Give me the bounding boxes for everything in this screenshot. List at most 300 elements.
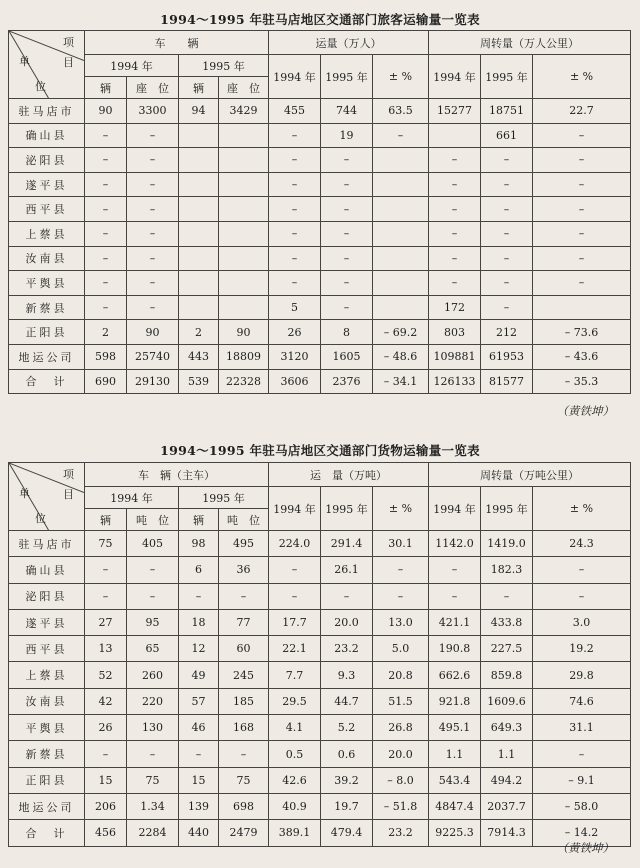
vehicles-1995-cell: – (179, 583, 219, 609)
volume-change-cell (373, 271, 429, 296)
turnover-1995-cell: 859.8 (481, 662, 533, 688)
vehicles-1995-cell: 539 (179, 369, 219, 394)
vehicles-1995-cell: 57 (179, 688, 219, 714)
table-row (9, 246, 631, 271)
vehicles-1994-cell: – (85, 271, 127, 296)
vehicles-1994-cell: 13 (85, 636, 127, 662)
volume-change-cell (373, 246, 429, 271)
year-header: 1994 年 (429, 55, 481, 99)
capacity-1994-cell: – (127, 197, 179, 222)
volume-1995-cell: 9.3 (321, 662, 373, 688)
vehicles-1994-cell: 26 (85, 715, 127, 741)
volume-group-header: 运 量（万吨） (269, 463, 429, 487)
capacity-1995-cell: 168 (219, 715, 269, 741)
vehicles-1994-cell: – (85, 583, 127, 609)
vehicles-1995-cell: 6 (179, 557, 219, 583)
table-row (9, 99, 631, 124)
capacity-1995-cell: 3429 (219, 99, 269, 124)
volume-1994-cell: 26 (269, 320, 321, 345)
volume-1994-cell: – (269, 221, 321, 246)
turnover-1995-cell: 182.3 (481, 557, 533, 583)
capacity-1994-cell: – (127, 221, 179, 246)
turnover-change-cell: – 9.1 (533, 767, 631, 793)
turnover-change-cell: – (533, 148, 631, 173)
capacity-1994-cell: – (127, 148, 179, 173)
turnover-1994-cell (429, 123, 481, 148)
volume-1994-cell: 29.5 (269, 688, 321, 714)
vehicles-1995-cell: 2 (179, 320, 219, 345)
volume-1994-cell: 4.1 (269, 715, 321, 741)
volume-group-header: 运量（万人） (269, 31, 429, 55)
capacity-1995-cell: 60 (219, 636, 269, 662)
volume-1994-cell: – (269, 172, 321, 197)
volume-change-cell: 51.5 (373, 688, 429, 714)
turnover-1995-cell: – (481, 172, 533, 197)
volume-1995-cell: 23.2 (321, 636, 373, 662)
vehicles-1994-cell: 90 (85, 99, 127, 124)
unit-name-cell: 地运公司 (9, 344, 85, 369)
capacity-1995-cell (219, 295, 269, 320)
volume-change-cell: – 51.8 (373, 793, 429, 819)
table-row (9, 741, 631, 767)
turnover-change-cell: 19.2 (533, 636, 631, 662)
vehicles-1994-cell: – (85, 295, 127, 320)
unit-name-cell: 合 计 (9, 369, 85, 394)
vehicles-1995-cell: 443 (179, 344, 219, 369)
volume-1994-cell: – (269, 246, 321, 271)
volume-1995-cell: 5.2 (321, 715, 373, 741)
turnover-change-cell: 29.8 (533, 662, 631, 688)
turnover-change-cell: – 43.6 (533, 344, 631, 369)
turnover-change-cell: – (533, 741, 631, 767)
turnover-group-header: 周转量（万吨公里） (429, 463, 631, 487)
capacity-1994-cell: 130 (127, 715, 179, 741)
table-row (9, 820, 631, 846)
turnover-1995-cell: 81577 (481, 369, 533, 394)
volume-1994-cell: – (269, 557, 321, 583)
table-row (9, 197, 631, 222)
turnover-change-cell: – (533, 172, 631, 197)
vehicles-1995-cell: – (179, 741, 219, 767)
table1-title: 1994～1995 年驻马店地区交通部门旅客运输量一览表 (160, 12, 480, 27)
volume-change-cell (373, 148, 429, 173)
turnover-1994-cell: 126133 (429, 369, 481, 394)
unit-name-cell: 正阳县 (9, 320, 85, 345)
table-row (9, 531, 631, 557)
unit-name-cell: 西平县 (9, 636, 85, 662)
table-row (9, 557, 631, 583)
capacity-1994-cell: 260 (127, 662, 179, 688)
table-row (9, 172, 631, 197)
vehicle-count-header: 辆 (85, 77, 127, 99)
turnover-change-cell: – (533, 123, 631, 148)
vehicles-1995-cell (179, 172, 219, 197)
turnover-change-cell: – (533, 221, 631, 246)
table-row (9, 793, 631, 819)
turnover-1994-cell: – (429, 148, 481, 173)
turnover-1994-cell: – (429, 221, 481, 246)
turnover-change-cell: 3.0 (533, 609, 631, 635)
year-header: 1995 年 (481, 487, 533, 531)
unit-name-cell: 汝南县 (9, 688, 85, 714)
corner-item-label: 项 (63, 36, 74, 49)
table-row (9, 344, 631, 369)
unit-name-cell: 西平县 (9, 197, 85, 222)
corner-unit-label: 位 (35, 512, 46, 525)
volume-1994-cell: 22.1 (269, 636, 321, 662)
vehicles-1994-cell: – (85, 172, 127, 197)
volume-1995-cell: 39.2 (321, 767, 373, 793)
volume-1995-cell: – (321, 271, 373, 296)
turnover-1995-cell: – (481, 246, 533, 271)
year-header: 1994 年 (429, 487, 481, 531)
table-row (9, 369, 631, 394)
vehicles-1995-cell: 46 (179, 715, 219, 741)
vehicles-1995-cell (179, 246, 219, 271)
turnover-1995-cell: – (481, 197, 533, 222)
vehicle-count-header: 辆 (85, 509, 127, 531)
capacity-1995-cell: 75 (219, 767, 269, 793)
turnover-change-cell: – (533, 246, 631, 271)
year-header: 1994 年 (85, 487, 179, 509)
unit-name-cell: 正阳县 (9, 767, 85, 793)
corner-item-label: 项 (63, 468, 74, 481)
turnover-change-cell: 31.1 (533, 715, 631, 741)
turnover-change-cell: – 14.2 (533, 820, 631, 846)
vehicles-1994-cell: 52 (85, 662, 127, 688)
turnover-1994-cell: – (429, 246, 481, 271)
turnover-1994-cell: 1142.0 (429, 531, 481, 557)
volume-change-cell (373, 221, 429, 246)
volume-1994-cell: 7.7 (269, 662, 321, 688)
year-header: 1995 年 (321, 487, 373, 531)
turnover-1994-cell: 190.8 (429, 636, 481, 662)
year-header: 1995 年 (481, 55, 533, 99)
turnover-1994-cell: 662.6 (429, 662, 481, 688)
vehicles-1995-cell (179, 148, 219, 173)
volume-change-cell: 13.0 (373, 609, 429, 635)
turnover-1994-cell: 4847.4 (429, 793, 481, 819)
year-header: 1995 年 (179, 55, 269, 77)
capacity-1995-cell (219, 172, 269, 197)
volume-change-cell: 63.5 (373, 99, 429, 124)
volume-1994-cell: 40.9 (269, 793, 321, 819)
corner-unit-label: 位 (35, 80, 46, 93)
table-row (9, 715, 631, 741)
turnover-1995-cell: – (481, 221, 533, 246)
volume-1995-cell: 20.0 (321, 609, 373, 635)
unit-name-cell: 地运公司 (9, 793, 85, 819)
turnover-1995-cell: 227.5 (481, 636, 533, 662)
capacity-1995-cell: – (219, 741, 269, 767)
unit-name-cell: 上蔡县 (9, 221, 85, 246)
turnover-1994-cell: 921.8 (429, 688, 481, 714)
vehicles-1995-cell: 94 (179, 99, 219, 124)
vehicles-1995-cell: 139 (179, 793, 219, 819)
turnover-1994-cell: 543.4 (429, 767, 481, 793)
turnover-1994-cell: – (429, 197, 481, 222)
turnover-1994-cell: 1.1 (429, 741, 481, 767)
capacity-1994-cell: – (127, 741, 179, 767)
year-header: 1994 年 (85, 55, 179, 77)
turnover-1995-cell: 7914.3 (481, 820, 533, 846)
vehicle-count-header: 辆 (179, 77, 219, 99)
volume-change-cell: 30.1 (373, 531, 429, 557)
turnover-1995-cell: 1.1 (481, 741, 533, 767)
unit-name-cell: 遂平县 (9, 609, 85, 635)
unit-name-cell: 平舆县 (9, 271, 85, 296)
vehicles-1995-cell (179, 197, 219, 222)
unit-name-cell: 泌阳县 (9, 148, 85, 173)
table-row (9, 662, 631, 688)
volume-change-cell: 20.0 (373, 741, 429, 767)
volume-1995-cell: 291.4 (321, 531, 373, 557)
turnover-1994-cell: 421.1 (429, 609, 481, 635)
table-row (9, 271, 631, 296)
table-row (9, 123, 631, 148)
table-row (9, 148, 631, 173)
volume-1995-cell: – (321, 246, 373, 271)
capacity-1994-cell: – (127, 295, 179, 320)
volume-1995-cell: 19 (321, 123, 373, 148)
table-row (9, 688, 631, 714)
table-row (9, 221, 631, 246)
volume-1994-cell: – (269, 148, 321, 173)
turnover-1994-cell: 172 (429, 295, 481, 320)
vehicles-1994-cell: – (85, 123, 127, 148)
volume-1994-cell: 5 (269, 295, 321, 320)
year-header: 1994 年 (269, 487, 321, 531)
volume-1995-cell: – (321, 583, 373, 609)
percent-change-header: ± % (373, 487, 429, 531)
turnover-1994-cell: 803 (429, 320, 481, 345)
percent-change-header: ± % (373, 55, 429, 99)
vehicles-1994-cell: – (85, 148, 127, 173)
vehicles-1994-cell: 27 (85, 609, 127, 635)
percent-change-header: ± % (533, 55, 631, 99)
unit-name-cell: 泌阳县 (9, 583, 85, 609)
volume-1995-cell: – (321, 172, 373, 197)
capacity-1995-cell: 90 (219, 320, 269, 345)
freight-transport-table (8, 462, 631, 847)
author-credit: （黄铁坤） (556, 404, 614, 418)
capacity-1995-cell: 36 (219, 557, 269, 583)
unit-name-cell: 平舆县 (9, 715, 85, 741)
vehicle-group-header: 车 辆（主车） (85, 463, 269, 487)
turnover-1994-cell: – (429, 172, 481, 197)
capacity-1995-cell: 245 (219, 662, 269, 688)
vehicle-capacity-header: 吨 位 (127, 509, 179, 531)
year-header: 1995 年 (179, 487, 269, 509)
turnover-1995-cell: 18751 (481, 99, 533, 124)
volume-change-cell (373, 172, 429, 197)
turnover-1995-cell: 212 (481, 320, 533, 345)
vehicle-capacity-header: 座 位 (219, 77, 269, 99)
volume-change-cell: 26.8 (373, 715, 429, 741)
volume-1994-cell: – (269, 271, 321, 296)
unit-name-cell: 确山县 (9, 557, 85, 583)
volume-change-cell: – (373, 123, 429, 148)
vehicles-1994-cell: – (85, 246, 127, 271)
vehicle-count-header: 辆 (179, 509, 219, 531)
capacity-1995-cell: 77 (219, 609, 269, 635)
volume-1994-cell: – (269, 197, 321, 222)
vehicles-1995-cell: 440 (179, 820, 219, 846)
turnover-change-cell: – (533, 271, 631, 296)
unit-name-cell: 遂平县 (9, 172, 85, 197)
capacity-1995-cell: 495 (219, 531, 269, 557)
vehicles-1994-cell: 75 (85, 531, 127, 557)
table-row (9, 767, 631, 793)
volume-1995-cell: 26.1 (321, 557, 373, 583)
volume-1994-cell: 42.6 (269, 767, 321, 793)
turnover-change-cell: – 35.3 (533, 369, 631, 394)
corner-unit-label: 单 (19, 55, 30, 68)
volume-1994-cell: 3120 (269, 344, 321, 369)
vehicles-1995-cell (179, 271, 219, 296)
turnover-1995-cell: 649.3 (481, 715, 533, 741)
table-corner-header (9, 463, 85, 531)
vehicles-1995-cell (179, 221, 219, 246)
turnover-change-cell: – (533, 197, 631, 222)
volume-1995-cell: 8 (321, 320, 373, 345)
turnover-change-cell: 22.7 (533, 99, 631, 124)
capacity-1994-cell: 2284 (127, 820, 179, 846)
volume-change-cell: 5.0 (373, 636, 429, 662)
volume-1995-cell: – (321, 148, 373, 173)
turnover-1995-cell: – (481, 148, 533, 173)
vehicles-1994-cell: 2 (85, 320, 127, 345)
unit-name-cell: 驻马店市 (9, 531, 85, 557)
volume-1995-cell: 479.4 (321, 820, 373, 846)
vehicles-1994-cell: 690 (85, 369, 127, 394)
turnover-1995-cell: 661 (481, 123, 533, 148)
volume-1994-cell: – (269, 583, 321, 609)
volume-1994-cell: 224.0 (269, 531, 321, 557)
table-corner-header (9, 31, 85, 99)
table-row (9, 295, 631, 320)
capacity-1994-cell: 1.34 (127, 793, 179, 819)
turnover-1994-cell: – (429, 583, 481, 609)
author-credit: （黄铁坤） (556, 841, 614, 855)
vehicles-1995-cell (179, 295, 219, 320)
capacity-1995-cell (219, 123, 269, 148)
vehicle-capacity-header: 座 位 (127, 77, 179, 99)
turnover-1995-cell: – (481, 271, 533, 296)
volume-1994-cell: 455 (269, 99, 321, 124)
vehicles-1994-cell: – (85, 197, 127, 222)
turnover-1995-cell: 1609.6 (481, 688, 533, 714)
capacity-1995-cell: 18809 (219, 344, 269, 369)
vehicle-capacity-header: 吨 位 (219, 509, 269, 531)
volume-1994-cell: 17.7 (269, 609, 321, 635)
vehicles-1994-cell: – (85, 741, 127, 767)
vehicles-1994-cell: 42 (85, 688, 127, 714)
capacity-1994-cell: 3300 (127, 99, 179, 124)
capacity-1995-cell (219, 271, 269, 296)
volume-1995-cell: – (321, 197, 373, 222)
turnover-1994-cell: 15277 (429, 99, 481, 124)
volume-1994-cell: 389.1 (269, 820, 321, 846)
vehicles-1994-cell: 598 (85, 344, 127, 369)
year-header: 1995 年 (321, 55, 373, 99)
capacity-1995-cell: 2479 (219, 820, 269, 846)
capacity-1994-cell: 90 (127, 320, 179, 345)
volume-change-cell: – 8.0 (373, 767, 429, 793)
turnover-1994-cell: – (429, 557, 481, 583)
unit-name-cell: 合 计 (9, 820, 85, 846)
volume-1995-cell: 744 (321, 99, 373, 124)
table-row (9, 320, 631, 345)
vehicles-1994-cell: 456 (85, 820, 127, 846)
unit-name-cell: 新蔡县 (9, 741, 85, 767)
capacity-1995-cell (219, 221, 269, 246)
vehicles-1994-cell: 206 (85, 793, 127, 819)
turnover-1994-cell: – (429, 271, 481, 296)
volume-change-cell: – (373, 557, 429, 583)
capacity-1995-cell: – (219, 583, 269, 609)
capacity-1994-cell: 95 (127, 609, 179, 635)
passenger-transport-table (8, 30, 631, 394)
volume-1994-cell: 0.5 (269, 741, 321, 767)
volume-1995-cell: 1605 (321, 344, 373, 369)
turnover-change-cell: – 58.0 (533, 793, 631, 819)
capacity-1994-cell: 25740 (127, 344, 179, 369)
capacity-1994-cell: 29130 (127, 369, 179, 394)
unit-name-cell: 驻马店市 (9, 99, 85, 124)
capacity-1995-cell (219, 148, 269, 173)
capacity-1994-cell: – (127, 246, 179, 271)
turnover-1995-cell: 494.2 (481, 767, 533, 793)
capacity-1994-cell: – (127, 123, 179, 148)
capacity-1994-cell: 220 (127, 688, 179, 714)
vehicles-1995-cell: 12 (179, 636, 219, 662)
turnover-change-cell: – 73.6 (533, 320, 631, 345)
volume-1994-cell: – (269, 123, 321, 148)
capacity-1994-cell: – (127, 557, 179, 583)
vehicle-group-header: 车 辆 (85, 31, 269, 55)
turnover-change-cell: 24.3 (533, 531, 631, 557)
capacity-1994-cell: 75 (127, 767, 179, 793)
turnover-1994-cell: 109881 (429, 344, 481, 369)
vehicles-1994-cell: 15 (85, 767, 127, 793)
volume-change-cell: 20.8 (373, 662, 429, 688)
table-row (9, 609, 631, 635)
capacity-1994-cell: – (127, 172, 179, 197)
unit-name-cell: 上蔡县 (9, 662, 85, 688)
corner-unit-label: 单 (19, 487, 30, 500)
volume-1995-cell: – (321, 221, 373, 246)
turnover-1995-cell: 1419.0 (481, 531, 533, 557)
unit-name-cell: 新蔡县 (9, 295, 85, 320)
volume-change-cell (373, 197, 429, 222)
capacity-1995-cell: 698 (219, 793, 269, 819)
turnover-change-cell: – (533, 583, 631, 609)
turnover-change-cell: – (533, 557, 631, 583)
volume-change-cell: 23.2 (373, 820, 429, 846)
turnover-1995-cell: – (481, 583, 533, 609)
vehicles-1995-cell: 49 (179, 662, 219, 688)
turnover-1994-cell: 9225.3 (429, 820, 481, 846)
vehicles-1995-cell: 15 (179, 767, 219, 793)
corner-item-label: 目 (63, 488, 74, 501)
capacity-1994-cell: 405 (127, 531, 179, 557)
capacity-1995-cell: 22328 (219, 369, 269, 394)
turnover-group-header: 周转量（万人公里） (429, 31, 631, 55)
unit-name-cell: 汝南县 (9, 246, 85, 271)
turnover-1995-cell: – (481, 295, 533, 320)
volume-change-cell: – 69.2 (373, 320, 429, 345)
